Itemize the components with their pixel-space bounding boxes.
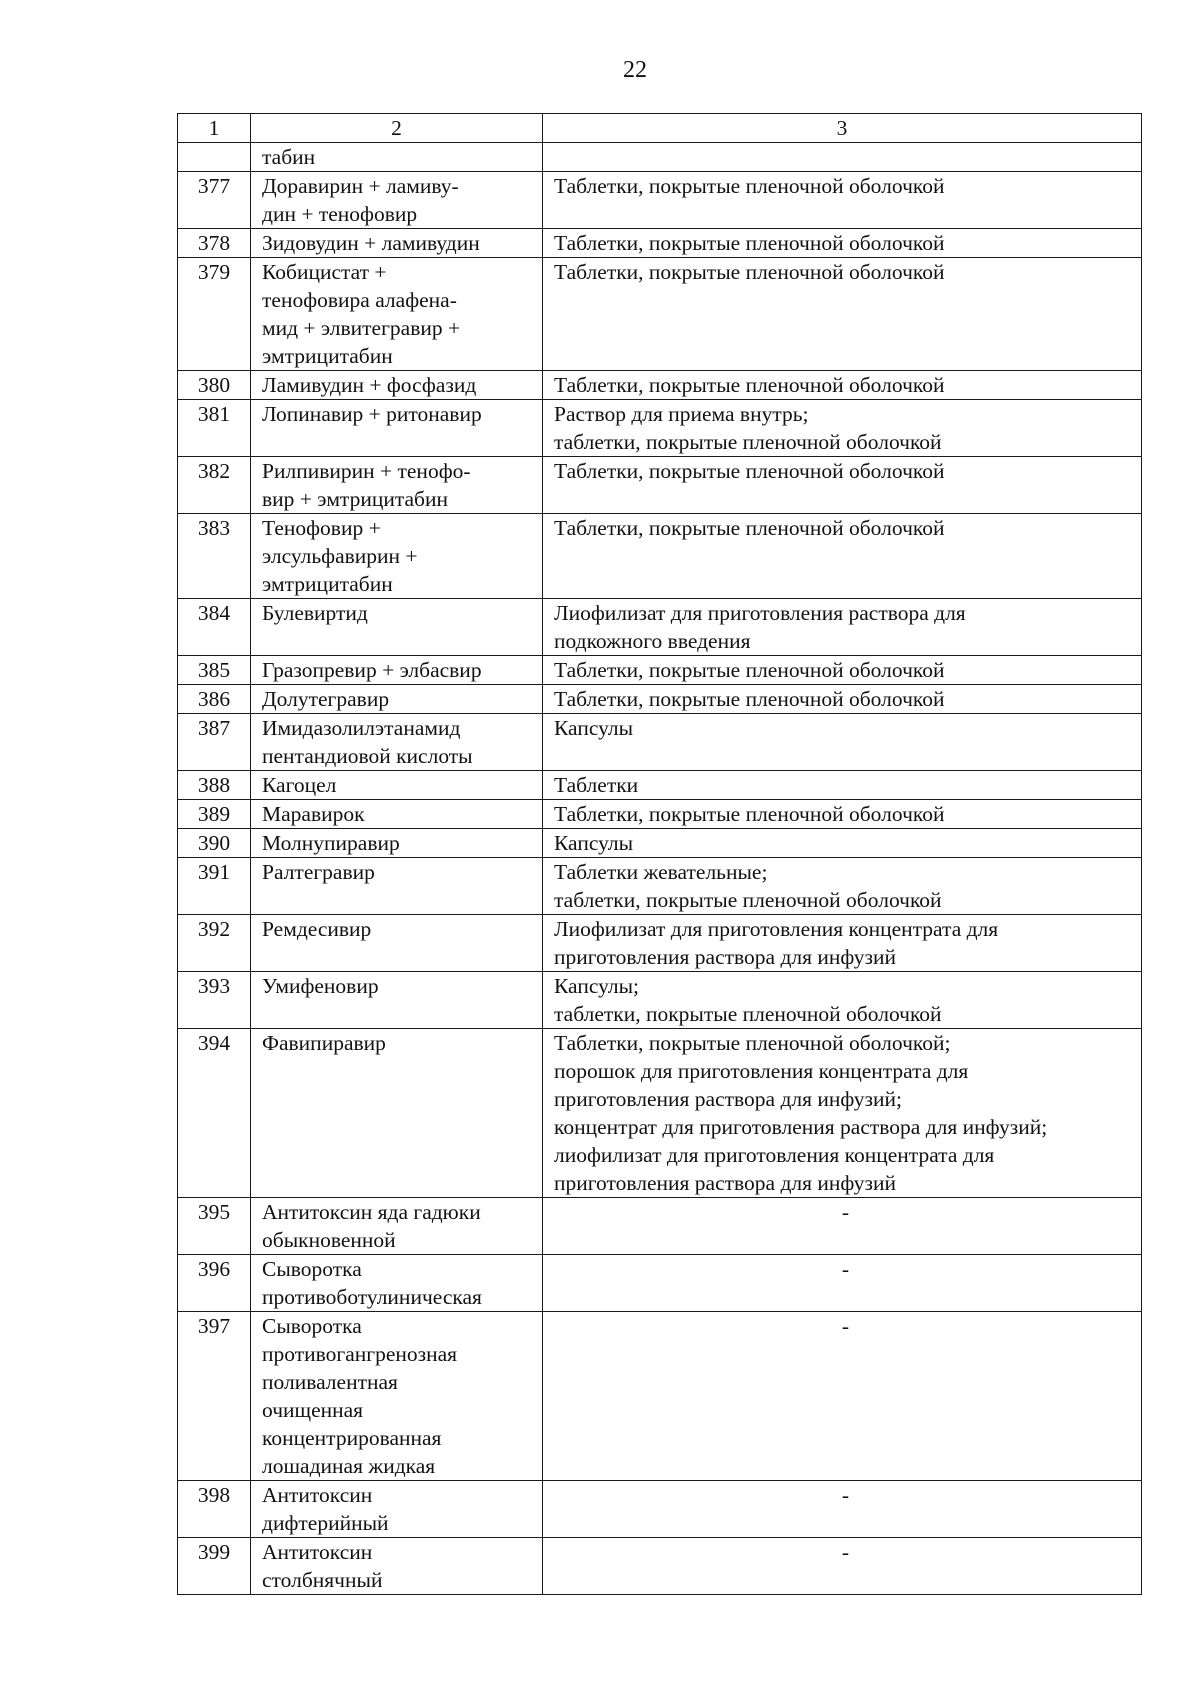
dosage-form-line: Таблетки, покрытые пленочной оболочкой bbox=[554, 687, 945, 711]
dosage-form-cell bbox=[543, 972, 1142, 1029]
drug-name-line: концентрированная bbox=[262, 1426, 442, 1450]
drug-name-cell bbox=[251, 858, 543, 915]
drug-name-line: поливалентная bbox=[262, 1370, 398, 1394]
drug-name-cell bbox=[251, 800, 543, 829]
empty-dash: - bbox=[841, 1483, 850, 1507]
table-row bbox=[178, 258, 1142, 371]
drug-name-line: Ламивудин + фосфазид bbox=[262, 373, 477, 397]
drug-name-line: Маравирок bbox=[262, 802, 365, 826]
row-number: 397 bbox=[178, 1312, 251, 1481]
dosage-form-line: Капсулы bbox=[554, 831, 634, 855]
dosage-form-cell bbox=[543, 229, 1142, 258]
table-row bbox=[178, 972, 1142, 1029]
dosage-form-line: Таблетки, покрытые пленочной оболочкой bbox=[554, 459, 945, 483]
drug-name-cell bbox=[251, 829, 543, 858]
dosage-form-cell bbox=[543, 514, 1142, 599]
table-row bbox=[178, 457, 1142, 514]
page-number: 22 bbox=[623, 57, 647, 83]
drug-name-line: Имидазолилэтанамид bbox=[262, 716, 461, 740]
dosage-form-cell bbox=[543, 457, 1142, 514]
row-number: 383 bbox=[178, 514, 251, 599]
table-row bbox=[178, 858, 1142, 915]
table-row bbox=[178, 400, 1142, 457]
dosage-form-cell bbox=[543, 143, 1142, 172]
column-header-name: 2 bbox=[251, 114, 543, 143]
drug-name-line: Антитоксин яда гадюки bbox=[262, 1200, 481, 1224]
drug-name-cell bbox=[251, 1029, 543, 1198]
drug-name-line: обыкновенной bbox=[262, 1228, 396, 1252]
dosage-form-cell bbox=[543, 172, 1142, 229]
drug-name-line: табин bbox=[262, 145, 316, 169]
dosage-form-line: подкожного введения bbox=[554, 629, 751, 653]
dosage-form-line: таблетки, покрытые пленочной оболочкой bbox=[554, 430, 942, 454]
drug-name-line: Доравирин + ламиву- bbox=[262, 174, 459, 198]
drug-name-line: Умифеновир bbox=[262, 974, 379, 998]
table-row bbox=[178, 514, 1142, 599]
dosage-form-cell bbox=[543, 1538, 1142, 1595]
drug-name-line: Антитоксин bbox=[262, 1540, 373, 1564]
table-row bbox=[178, 143, 1142, 172]
table-row bbox=[178, 656, 1142, 685]
row-number: 377 bbox=[178, 172, 251, 229]
table-row bbox=[178, 172, 1142, 229]
dosage-form-line: Таблетки, покрытые пленочной оболочкой bbox=[554, 260, 945, 284]
table-row bbox=[178, 1538, 1142, 1595]
row-number: 381 bbox=[178, 400, 251, 457]
dosage-form-line: Таблетки жевательные; bbox=[554, 860, 768, 884]
drug-name-cell bbox=[251, 714, 543, 771]
drug-name-cell bbox=[251, 229, 543, 258]
drug-name-line: столбнячный bbox=[262, 1568, 383, 1592]
row-number: 389 bbox=[178, 800, 251, 829]
drug-name-line: противоботулиническая bbox=[262, 1285, 482, 1309]
table-row bbox=[178, 1029, 1142, 1198]
dosage-form-cell bbox=[543, 371, 1142, 400]
table-row bbox=[178, 714, 1142, 771]
dosage-form-line: таблетки, покрытые пленочной оболочкой bbox=[554, 1002, 942, 1026]
dosage-form-line: лиофилизат для приготовления концентрата для bbox=[554, 1143, 995, 1167]
dosage-form-line: Капсулы; bbox=[554, 974, 640, 998]
drug-name-cell bbox=[251, 915, 543, 972]
dosage-form-line: приготовления раствора для инфузий bbox=[554, 945, 897, 969]
drug-name-cell bbox=[251, 457, 543, 514]
row-number: 380 bbox=[178, 371, 251, 400]
drug-name-line: мид + элвитегравир + bbox=[262, 316, 461, 340]
table-row bbox=[178, 800, 1142, 829]
row-number: 392 bbox=[178, 915, 251, 972]
drug-name-line: дин + тенофовир bbox=[262, 202, 418, 226]
row-number: 396 bbox=[178, 1255, 251, 1312]
dosage-form-cell bbox=[543, 656, 1142, 685]
table-row bbox=[178, 1312, 1142, 1481]
dosage-form-line: таблетки, покрытые пленочной оболочкой bbox=[554, 888, 942, 912]
row-number: 379 bbox=[178, 258, 251, 371]
drug-name-line: Булевиртид bbox=[262, 601, 368, 625]
drug-name-cell bbox=[251, 514, 543, 599]
drug-name-line: пентандиовой кислоты bbox=[262, 744, 473, 768]
row-number bbox=[178, 143, 251, 172]
drug-name-cell bbox=[251, 685, 543, 714]
dosage-form-cell bbox=[543, 915, 1142, 972]
drug-name-line: эмтрицитабин bbox=[262, 344, 393, 368]
drug-name-line: Лопинавир + ритонавир bbox=[262, 402, 482, 426]
dosage-form-cell bbox=[543, 829, 1142, 858]
table-row bbox=[178, 1198, 1142, 1255]
row-number: 386 bbox=[178, 685, 251, 714]
row-number: 388 bbox=[178, 771, 251, 800]
dosage-form-line: Таблетки, покрытые пленочной оболочкой bbox=[554, 516, 945, 540]
dosage-form-cell bbox=[543, 771, 1142, 800]
dosage-form-line: Лиофилизат для приготовления концентрата для bbox=[554, 917, 999, 941]
drug-name-line: Молнупиравир bbox=[262, 831, 400, 855]
table-row bbox=[178, 771, 1142, 800]
drug-name-cell bbox=[251, 1481, 543, 1538]
drug-table bbox=[177, 113, 1142, 1595]
dosage-form-cell bbox=[543, 599, 1142, 656]
row-number: 398 bbox=[178, 1481, 251, 1538]
dosage-form-line: Лиофилизат для приготовления раствора для bbox=[554, 601, 966, 625]
row-number: 391 bbox=[178, 858, 251, 915]
drug-name-cell bbox=[251, 1255, 543, 1312]
drug-name-line: Ралтегравир bbox=[262, 860, 375, 884]
drug-name-line: Антитоксин bbox=[262, 1483, 373, 1507]
row-number: 399 bbox=[178, 1538, 251, 1595]
row-number: 378 bbox=[178, 229, 251, 258]
dosage-form-line: Таблетки, покрытые пленочной оболочкой bbox=[554, 174, 945, 198]
dosage-form-cell bbox=[543, 1255, 1142, 1312]
table-body bbox=[178, 143, 1142, 1595]
table-row bbox=[178, 229, 1142, 258]
drug-name-cell bbox=[251, 400, 543, 457]
dosage-form-line: Таблетки, покрытые пленочной оболочкой; bbox=[554, 1031, 951, 1055]
dosage-form-line: Таблетки, покрытые пленочной оболочкой bbox=[554, 802, 945, 826]
drug-name-line: противогангренозная bbox=[262, 1342, 458, 1366]
row-number: 394 bbox=[178, 1029, 251, 1198]
table-row bbox=[178, 915, 1142, 972]
drug-name-line: Ремдесивир bbox=[262, 917, 372, 941]
dosage-form-line: приготовления раствора для инфузий; bbox=[554, 1087, 903, 1111]
empty-dash: - bbox=[841, 1314, 850, 1338]
table-row bbox=[178, 1481, 1142, 1538]
drug-name-cell bbox=[251, 258, 543, 371]
row-number: 395 bbox=[178, 1198, 251, 1255]
drug-name-line: Сыворотка bbox=[262, 1257, 362, 1281]
dosage-form-line: концентрат для приготовления раствора для инфузий; bbox=[554, 1115, 1048, 1139]
table-row bbox=[178, 599, 1142, 656]
dosage-form-cell bbox=[543, 400, 1142, 457]
drug-name-cell bbox=[251, 371, 543, 400]
dosage-form-cell bbox=[543, 1481, 1142, 1538]
empty-dash: - bbox=[841, 1200, 850, 1224]
column-header-form: 3 bbox=[543, 114, 1142, 143]
dosage-form-line: Таблетки, покрытые пленочной оболочкой bbox=[554, 658, 945, 682]
drug-name-cell bbox=[251, 1538, 543, 1595]
drug-name-line: Зидовудин + ламивудин bbox=[262, 231, 480, 255]
row-number: 385 bbox=[178, 656, 251, 685]
drug-name-line: эмтрицитабин bbox=[262, 572, 393, 596]
dosage-form-line: Таблетки bbox=[554, 773, 639, 797]
dosage-form-cell bbox=[543, 1029, 1142, 1198]
row-number: 384 bbox=[178, 599, 251, 656]
table-row bbox=[178, 371, 1142, 400]
table-header-row bbox=[178, 114, 1142, 143]
drug-name-line: очищенная bbox=[262, 1398, 364, 1422]
drug-name-line: тенофовира алафена- bbox=[262, 288, 457, 312]
drug-name-line: дифтерийный bbox=[262, 1511, 389, 1535]
drug-name-line: элсульфавирин + bbox=[262, 544, 418, 568]
empty-dash: - bbox=[841, 1540, 850, 1564]
drug-name-cell bbox=[251, 1312, 543, 1481]
drug-name-line: Долутегравир bbox=[262, 687, 390, 711]
dosage-form-line: Таблетки, покрытые пленочной оболочкой bbox=[554, 231, 945, 255]
drug-name-cell bbox=[251, 771, 543, 800]
dosage-form-line: Капсулы bbox=[554, 716, 634, 740]
column-header-number: 1 bbox=[178, 114, 251, 143]
drug-name-cell bbox=[251, 172, 543, 229]
drug-name-cell bbox=[251, 1198, 543, 1255]
drug-name-line: Рилпивирин + тенофо- bbox=[262, 459, 471, 483]
dosage-form-cell bbox=[543, 858, 1142, 915]
drug-name-line: лошадиная жидкая bbox=[262, 1454, 436, 1478]
drug-name-cell bbox=[251, 143, 543, 172]
dosage-form-line: порошок для приготовления концентрата для bbox=[554, 1059, 969, 1083]
drug-name-line: Кагоцел bbox=[262, 773, 337, 797]
dosage-form-cell bbox=[543, 258, 1142, 371]
drug-name-line: Фавипиравир bbox=[262, 1031, 386, 1055]
drug-name-line: Гразопревир + элбасвир bbox=[262, 658, 482, 682]
dosage-form-cell bbox=[543, 685, 1142, 714]
row-number: 387 bbox=[178, 714, 251, 771]
dosage-form-cell bbox=[543, 800, 1142, 829]
drug-name-cell bbox=[251, 599, 543, 656]
dosage-form-cell bbox=[543, 1312, 1142, 1481]
drug-name-line: Кобицистат + bbox=[262, 260, 387, 284]
table-row bbox=[178, 829, 1142, 858]
drug-name-cell bbox=[251, 656, 543, 685]
table-row bbox=[178, 1255, 1142, 1312]
dosage-form-cell bbox=[543, 1198, 1142, 1255]
empty-dash: - bbox=[841, 1257, 850, 1281]
dosage-form-cell bbox=[543, 714, 1142, 771]
table-row bbox=[178, 685, 1142, 714]
drug-name-line: вир + эмтрицитабин bbox=[262, 487, 449, 511]
drug-name-line: Сыворотка bbox=[262, 1314, 362, 1338]
dosage-form-line: Таблетки, покрытые пленочной оболочкой bbox=[554, 373, 945, 397]
row-number: 390 bbox=[178, 829, 251, 858]
drug-name-cell bbox=[251, 972, 543, 1029]
drug-name-line: Тенофовир + bbox=[262, 516, 381, 540]
dosage-form-line: приготовления раствора для инфузий bbox=[554, 1171, 897, 1195]
row-number: 393 bbox=[178, 972, 251, 1029]
row-number: 382 bbox=[178, 457, 251, 514]
dosage-form-line: Раствор для приема внутрь; bbox=[554, 402, 809, 426]
